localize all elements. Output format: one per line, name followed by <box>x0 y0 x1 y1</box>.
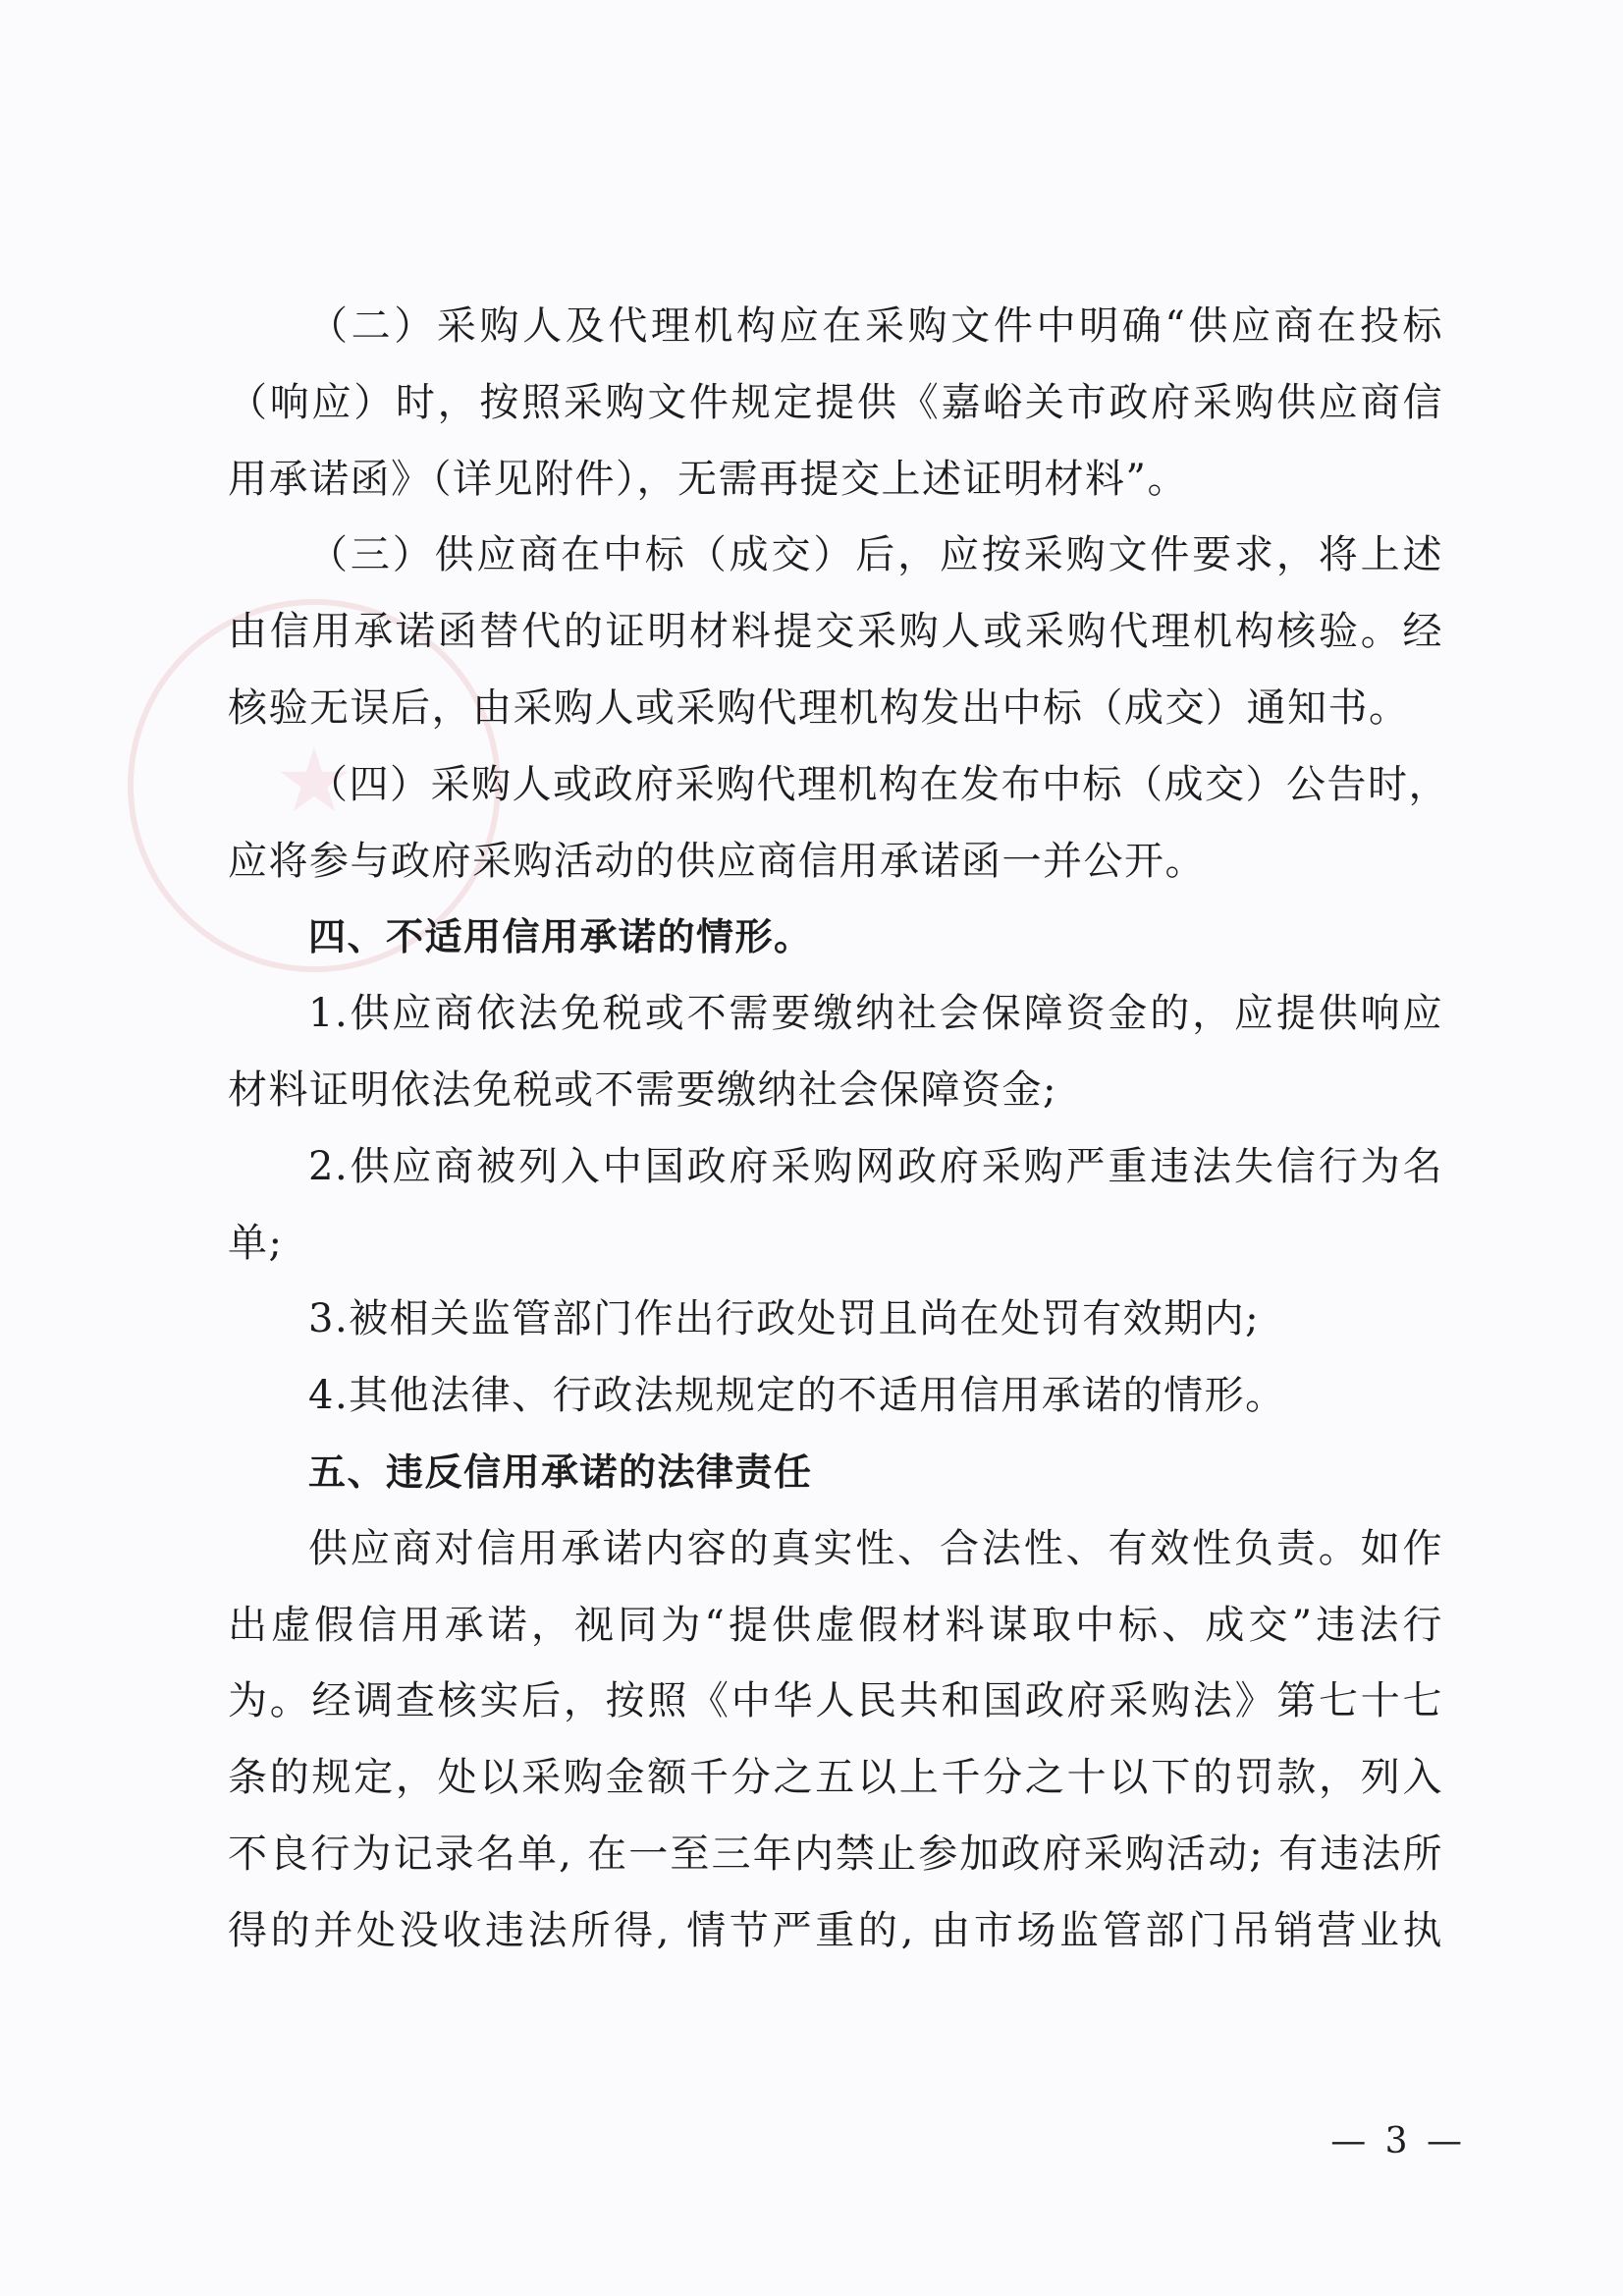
text-line: 3.被相关监管部门作出行政处罚且尚在处罚有效期内; <box>308 1296 1261 1342</box>
text-line: （四）采购人或政府采购代理机构在发布中标（成交）公告时， <box>308 761 1449 807</box>
page-number: — 3 — <box>1330 2121 1466 2161</box>
text-line: 出虚假信用承诺，视同为“提供虚假材料谋取中标、成交”违法行 <box>228 1602 1443 1648</box>
text-line: 2.供应商被列入中国政府采购网政府采购严重违法失信行为名 <box>308 1143 1443 1189</box>
text-line: 不良行为记录名单, 在一至三年内禁止参加政府采购活动; 有违法所 <box>228 1831 1443 1877</box>
text-line: （响应）时，按照采购文件规定提供《嘉峪关市政府采购供应商信 <box>228 379 1443 425</box>
section-heading: 五、违反信用承诺的法律责任 <box>308 1449 813 1494</box>
text-line: 材料证明依法免税或不需要缴纳社会保障资金; <box>228 1066 1057 1113</box>
text-line: 4.其他法律、行政法规规定的不适用信用承诺的情形。 <box>308 1373 1286 1419</box>
text-line: 供应商对信用承诺内容的真实性、合法性、有效性负责。如作 <box>308 1525 1443 1571</box>
text-line: （二）采购人及代理机构应在采购文件中明确“供应商在投标 <box>308 303 1443 349</box>
text-line: 应将参与政府采购活动的供应商信用承诺函一并公开。 <box>228 838 1206 884</box>
text-line: 1.供应商依法免税或不需要缴纳社会保障资金的，应提供响应 <box>308 991 1443 1037</box>
text-line: 核验无误后，由采购人或采购代理机构发出中标（成交）通知书。 <box>228 684 1410 731</box>
text-line: 条的规定，处以采购金额千分之五以上千分之十以下的罚款，列入 <box>228 1755 1443 1801</box>
seal-star-icon: ★ <box>274 730 354 833</box>
section-heading: 四、不适用信用承诺的情形。 <box>308 915 813 959</box>
text-line: （三）供应商在中标（成交）后，应按采购文件要求，将上述 <box>308 532 1443 578</box>
text-line: 由信用承诺函替代的证明材料提交采购人或采购代理机构核验。经 <box>228 609 1443 655</box>
text-line: 得的并处没收违法所得, 情节严重的, 由市场监管部门吊销营业执 <box>228 1907 1443 1953</box>
text-line: 为。经调查核实后，按照《中华人民共和国政府采购法》第七十七 <box>228 1678 1443 1724</box>
text-line: 用承诺函》（详见附件），无需再提交上述证明材料”。 <box>228 456 1188 502</box>
document-body <box>228 289 1449 1970</box>
text-line: 单; <box>228 1220 284 1266</box>
